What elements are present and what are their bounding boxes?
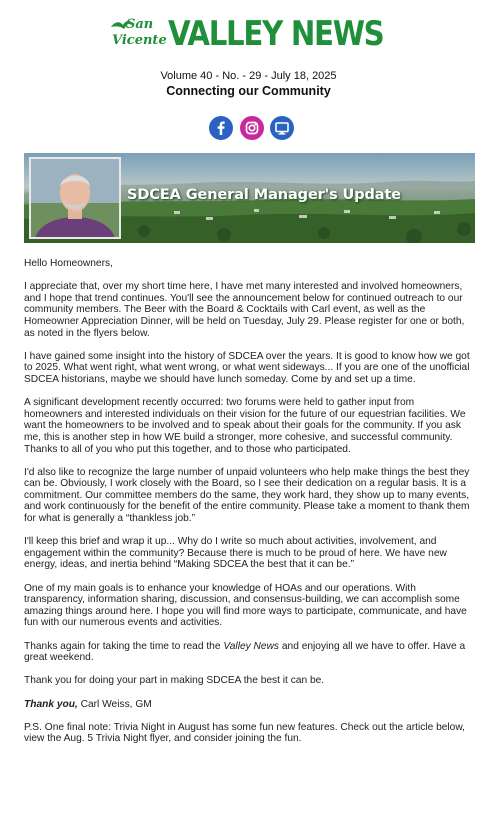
facebook-link[interactable] (209, 116, 233, 140)
instagram-link[interactable] (240, 116, 264, 140)
san-vicente-wordmark (110, 18, 168, 54)
valley-news-logo[interactable] (110, 14, 390, 58)
paragraph-2: I have gained some insight into the history of SDCEA over the years. It is good to know how we got to 2025. What went right, what went wrong, or what went sideways... If you are one of the unofficial SDCEA historians, maybe we should have lunch someday. Come by and set up a time. (24, 350, 470, 385)
paragraph-4: I'd also like to recognize the large number of unpaid volunteers who help make things the best they can be. Obviously, I work closely with the Board, so I see their dedication on a regular basis. It is a commitment. Our committee members do the same, they work hard, they show up to many events, and work continuously for the benefit of the entire community. Please take a moment to thank them for what is generally a “thankless job.” (24, 466, 470, 525)
paragraph-7-end: and enjoying all we have to offer. Have a great weekend. (24, 640, 466, 664)
website-icon (270, 116, 294, 140)
paragraph-8: Thank you for doing your part in making SDCEA the best it can be. (24, 675, 325, 687)
paragraph-3: A significant development recently occurred: two forums were held to gather input from homeowners and interested individuals on their vision for the future of our equestrian facilities. We want the homeowners to be involved and to speak about their goals for the community. If you ask me, this is another step in how WE build a stronger, more cohesive, and successful community. Thanks to all of you who put this together, and to those who participated. (24, 397, 466, 455)
banner-title: SDCEA General Manager's Update (127, 187, 402, 203)
paragraph-7-start: Thanks again for taking the time to read the (24, 640, 224, 652)
masthead (0, 10, 497, 60)
facebook-icon (209, 116, 233, 140)
paragraph-6: One of my main goals is to enhance your knowledge of HOAs and our operations. With transparency, information sharing, discussion, and consensus-building, we can accomplish some amazing things around here. I hope you will find more ways to participate, communicate, and have fun with our numerous events and activities. (24, 582, 467, 629)
signature-name: Carl Weiss, GM (77, 698, 152, 710)
paragraph-5: I'll keep this brief and wrap it up... Why do I write so much about activities, involvement, and engagement within the community? Because there is much to be proud of here. We have new energy, ideas, and inertia behind “Making SDCEA the best that it can be.” (24, 536, 447, 571)
social-links (0, 116, 497, 140)
signature-thanks: Thank you, (24, 698, 78, 710)
postscript: P.S. One final note: Trivia Night in August has some fun new features. Check out the article below, view the Aug. 5 Trivia Night flyer, and consider joining the fun. (24, 721, 465, 745)
gm-update-banner (24, 153, 475, 243)
portrait-image (31, 159, 119, 237)
paragraph-7 (24, 641, 475, 664)
logo-valley-news-text: VALLEY NEWS (168, 14, 384, 54)
general-manager-photo (29, 157, 121, 239)
letter-body (24, 258, 475, 757)
logo-san-text: San (126, 17, 154, 32)
valley-news-title: Valley News (223, 640, 280, 652)
logo-vicente-text: Vicente (112, 33, 167, 48)
tagline: Connecting our Community (166, 84, 331, 98)
issue-line: Volume 40 - No. - 29 - July 18, 2025 (160, 70, 337, 82)
instagram-icon (240, 116, 264, 140)
signature (24, 699, 475, 711)
paragraph-1: I appreciate that, over my short time here, I have met many interested and involved homeowners, and I hope that trend continues. You'll see the announcement below for continued outreach to our community members. The Beer with the Board & Cocktails with Carl event, as well as the Homeowner Appreciation Dinner, will be held on Tuesday, July 29. Please register for one or both, as noted in the flyers below. (24, 281, 465, 339)
website-link[interactable] (270, 116, 294, 140)
greeting: Hello Homeowners, (24, 258, 113, 269)
